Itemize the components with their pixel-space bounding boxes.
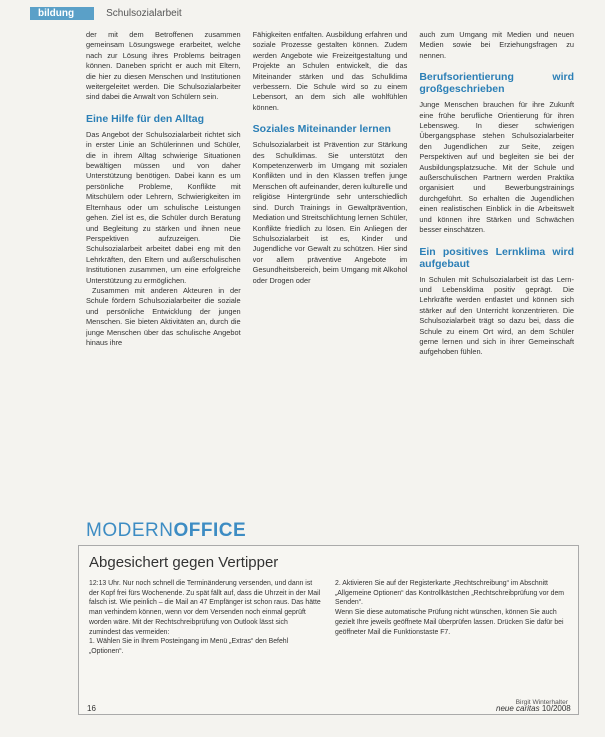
paragraph: auch zum Umgang mit Medien und neuen Medien sowie bei Erziehungsfragen zu nennen. [419,30,575,60]
page-number: 16 [87,704,96,713]
paragraph: Junge Menschen brauchen für ihre Zukunft eine frühe berufliche Orientierung für ihren Lebensweg. In dieser schwierigen Übergangsphase stehen Schulsozialarbeiter den Jugendlichen zur Seite, zeigen Perspektiven auf und begleiten sie bei der Ausbildungsplatzsuche. Mit der Schule und außerschulischen Partnern werden Praktika organisiert und Bewerbungstrainings durchgeführt. So erhalten die Jugendlichen einen realistischen Einblick in die Arbeitswelt und können ihre Stärken und Schwächen besser einschätzen. [419,100,575,235]
section-tag: bildung [30,7,94,20]
page-header [30,6,182,20]
section-name: Schulsozialarbeit [106,7,182,19]
paragraph: Fähigkeiten entfalten. Ausbildung erfahren und soziale Prozesse gestalten können. Zudem werden Angebote wie Freizeitgestaltung und Projekte an Schulen entwickelt, die das Miteinander stärken und das Schulklima verbessern. Die Schule wird so zu einem Lebensort, an dem sich alle wohlfühlen können. [252,30,408,112]
box-title: Abgesichert gegen Vertipper [89,554,279,571]
article-column-3 [419,30,574,516]
box-column-right [335,579,567,657]
box-column-left [89,579,321,657]
box-paragraph: 12:13 Uhr. Nur noch schnell die Terminänderung versenden, und dann ist der Kopf frei fürs Wochenende. Zu spät fällt auf, dass die Uhrzeit in der Mail falsch ist. Wie peinlich – die Mail an 47 Empfänger ist schon raus. Das hätte man verhindern können, wenn vor dem Versenden noch einmal geprüft worden wäre. Mit der Rechtschreibprüfung von Outlook lässt sich zumindest das vermeiden: [89,580,321,636]
footer-magazine [496,704,571,713]
subheading: Ein positives Lernklima wird aufgebaut [419,245,575,270]
article-body [86,30,574,516]
subheading: Soziales Miteinander lernen [252,123,391,136]
paragraph: Das Angebot der Schulsozialarbeit richtet sich in erster Linie an Schülerinnen und Schüler, die in ihrem Alltag schwierige Situationen bewältigen müssen und von daher Unterstützung benötigen. Dabei kann es um persönliche Probleme, Konflikte mit Mitschülern oder Lehrern, Schwierigkeiten im Elternhaus oder um schulische Leistungen gehen. Ziel ist es, die Schüler durch Beratung und Begleitung zu stärken und ihnen neue Perspektiven aufzuzeigen. Die Schulsozialarbeit arbeitet dabei eng mit den Lehrkräften, den Eltern und außerschulischen Institutionen zusammen, um eine erfolgreiche Unterstützung zu ermöglichen. [86,129,241,285]
modern-office-title-bold: OFFICE [173,520,247,541]
article-column-2 [253,30,408,516]
modern-office-title-thin: MODERN [86,520,174,541]
paragraph: Schulsozialarbeit ist Prävention zur Stärkung des Schulklimas. Sie unterstützt den Kompetenzerwerb im Umgang mit sozialen Konflikten und in den Klassen treffen junge Menschen oft aufeinander, deren kulturelle und religiöse Hintergründe sehr unterschiedlich sind. Durch Trainings in Gewaltprävention, Mediation und Streitschlichtung lernen Schüler, Konflikte friedlich zu lösen. Ein Anliegen der Schulsozialarbeit ist es, Kinder und Jugendliche vor Gewalt zu schützen. Hier sind vor allem präventive Angebote im Gesundheitsbereich, beim Umgang mit Alkohol oder Drogen oder [252,140,408,285]
subheading: Berufsorientierung wird großgeschrieben [419,71,575,96]
box-columns [89,579,567,657]
article-column-1 [86,30,241,516]
subheading: Eine Hilfe für den Alltag [86,112,205,125]
modern-office-box [78,545,579,715]
paragraph: Zusammen mit anderen Akteuren in der Schule fördern Schulsozialarbeiter die soziale und persönliche Entwicklung der jungen Menschen. Sie bieten Aktivitäten an, durch die junge Menschen über das schulische Angebot hinaus ihre [86,285,241,347]
author-name: Birgit Winterhalter [515,699,568,706]
paragraph: der mit dem Betroffenen zusammen gemeinsam Lösungswege erarbeitet, welche nach zur Lösung ihres Problems beitragen können. Daneben spricht er auch mit Eltern, die hier zu diesen Menschen und Institutionen weitergeleitet werden. Die Schulsozialarbeiter sind dabei die Anwalt von Schülern sein. [86,30,241,102]
issue-number: 10/2008 [541,704,571,713]
magazine-name: neue caritas [496,704,540,713]
box-step-1: 1. Wählen Sie in Ihrem Posteingang im Menü „Extras“ den Befehl „Optionen“. [89,638,289,655]
box-step-2: 2. Aktivieren Sie auf der Registerkarte „Rechtschreibung“ im Abschnitt „Allgemeine Optionen“ das Kontrollkästchen „Rechtschreibprüfung vor dem Senden“. [335,580,565,607]
paragraph: In Schulen mit Schulsozialarbeit ist das Lern- und Lebensklima positiv geprägt. Die Lehrkräfte werden entlastet und können sich stärker auf den Unterricht konzentrieren. Die Schulsozialarbeit trägt so dazu bei, dass die Schule zu einem Ort wird, an dem Schüler gerne lernen und sich in ihrer Gemeinschaft aufgehoben fühlen. [419,274,575,357]
modern-office-title [86,520,246,542]
box-paragraph: Wenn Sie diese automatische Prüfung nicht wünschen, können Sie auch gezielt Ihre jeweils geöffnete Mail überprüfen lassen. Drücken Sie dafür bei geöffneter Mail die Funktionstaste F7. [335,609,564,636]
